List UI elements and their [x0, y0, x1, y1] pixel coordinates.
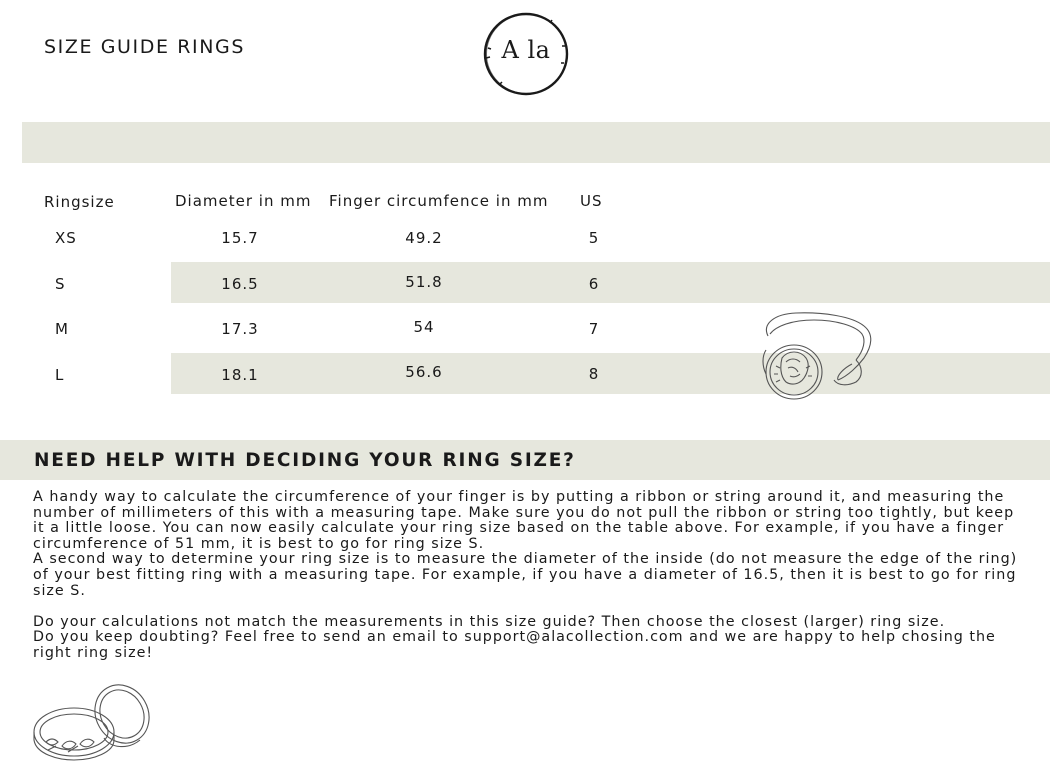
signet-ring-illustration	[752, 306, 876, 406]
stacked-rings-icon	[28, 680, 158, 762]
header-band	[22, 122, 1050, 163]
cell-us: 7	[588, 320, 600, 338]
cell-diameter: 15.7	[221, 229, 259, 247]
logo-text: A la	[501, 36, 551, 64]
cell-us: 5	[588, 229, 600, 247]
cell-size: L	[55, 366, 65, 384]
cell-circumference: 49.2	[405, 229, 443, 247]
help-paragraph: Do your calculations not match the measurements in this size guide? Then choose the closest (larger) ring size.	[33, 613, 946, 630]
cell-size: S	[55, 275, 66, 293]
signet-ring-icon	[752, 306, 876, 406]
cell-circumference: 56.6	[405, 363, 443, 381]
column-header-diameter: Diameter in mm	[175, 192, 312, 210]
cell-circumference: 54	[413, 318, 435, 336]
cell-us: 6	[588, 275, 600, 293]
column-header-circumference: Finger circumfence in mm	[329, 192, 549, 210]
cell-us: 8	[588, 365, 600, 383]
page-title: SIZE GUIDE RINGS	[44, 36, 246, 58]
cell-circumference: 51.8	[405, 273, 443, 291]
column-header-ringsize: Ringsize	[44, 193, 115, 211]
cell-diameter: 17.3	[221, 320, 259, 338]
help-paragraph: A second way to determine your ring size is to measure the diameter of the inside (do not measure the edge of the ring) of your best fitting ring with a measuring tape. For example, if you have a diameter of 16.5, then it is best to go for ring size S.	[33, 551, 1018, 599]
cell-diameter: 18.1	[221, 366, 259, 384]
help-paragraph: A handy way to calculate the circumference of your finger is by putting a ribbon or string around it, and measuring the number of millimeters of this with a measuring tape. Make sure you do not pull the ribbon or string too tightly, but keep it a little loose. You can now easily calculate your ring size based on the table above. For example, if you have a finger circumference of 51 mm, it is best to go for ring size S.	[33, 489, 1015, 552]
brand-logo[interactable]	[478, 8, 574, 100]
column-header-us: US	[580, 192, 603, 210]
stacked-rings-illustration	[28, 680, 158, 762]
help-section-title: NEED HELP WITH DECIDING YOUR RING SIZE?	[34, 450, 576, 471]
cell-size: XS	[55, 229, 77, 247]
help-paragraph: Do you keep doubting? Feel free to send an email to support@alacollection.com and we are happy to help chosing the right ring size!	[33, 629, 996, 661]
cell-size: M	[55, 320, 69, 338]
cell-diameter: 16.5	[221, 275, 259, 293]
help-section-text	[33, 490, 1023, 662]
